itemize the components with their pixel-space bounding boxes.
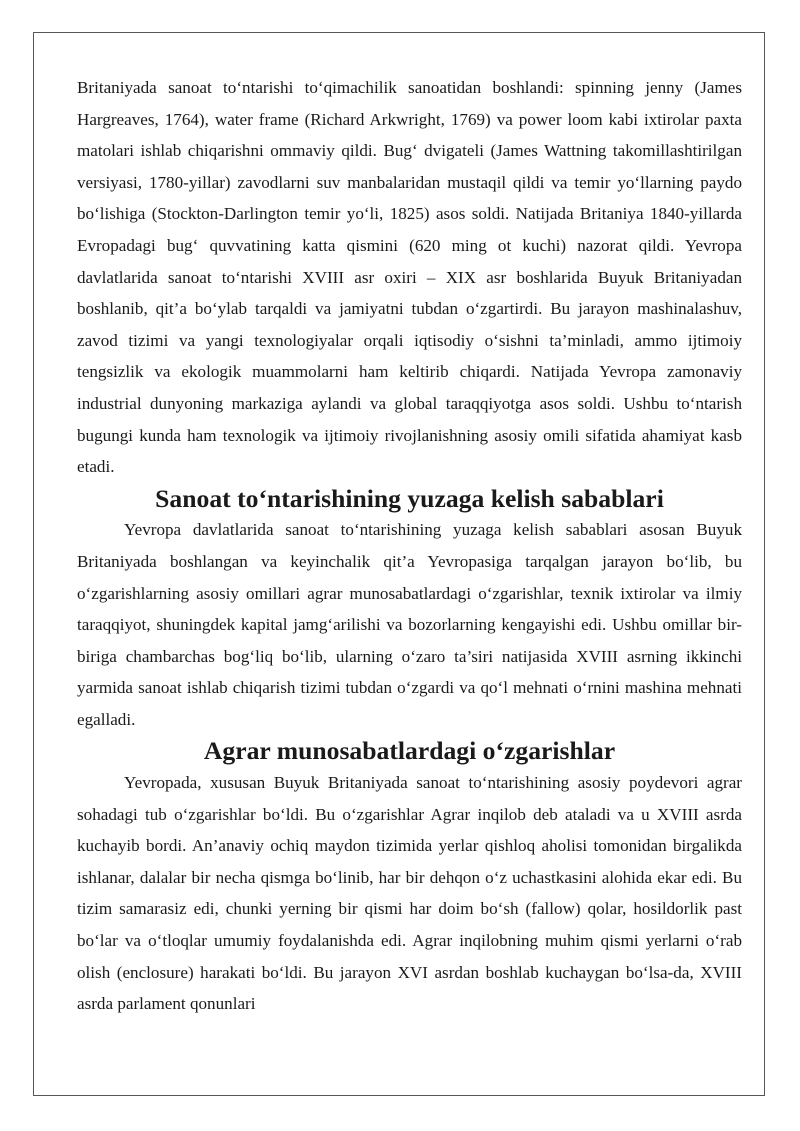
section-heading-causes: Sanoat to‘ntarishining yuzaga kelish sabablari [155,483,664,513]
paragraph-causes: Yevropa davlatlarida sanoat to‘ntarishining yuzaga kelish sabablari asosan Buyuk Britaniyada boshlangan va keyinchalik qit’a Yevropasiga tarqalgan jarayon bo‘lib, bu o‘zgarishlarning asosiy omillari agrar munosabatlardagi o‘zgarishlar, texnik ixtirolar va ilmiy taraqqiyot, shuningdek kapital jamg‘arilishi va bozorlarning kengayishi edi. Ushbu omillar bir-biriga chambarchas bog‘liq bo‘lib, ularning o‘zaro ta’siri natijasida XVIII asrning ikkinchi yarmida sanoat ishlab chiqarish tizimi tubdan o‘zgardi va qo‘l mehnati o‘rnini mashina mehnati egalladi. [77,520,742,729]
paragraph-agrarian: Yevropada, xususan Buyuk Britaniyada sanoat to‘ntarishining asosiy poydevori agrar sohadagi tub o‘zgarishlar bo‘ldi. Bu o‘zgarishlar Agrar inqilob deb ataladi va u XVIII asrda kuchayib bordi. An’anaviy ochiq maydon tizimida yerlar qishloq aholisi tomonidan birgalikda ishlanar, dalalar bir necha qismga bo‘linib, har bir dehqon o‘z uchastkasini alohida ekar edi. Bu tizim samarasiz edi, chunki yerning bir qismi har doim bo‘sh (fallow) qolar, hosildorlik past bo‘lar va o‘tloqlar umumiy foydalanishda edi. Agrar inqilobning muhim qismi yerlarni o‘rab olish (enclosure) harakati bo‘ldi. Bu jarayon XVI asrdan boshlab kuchaygan bo‘lsa-da, XVIII asrda parlament qonunlari [77,773,742,1014]
document-body [77,72,742,1020]
paragraph-intro: Britaniyada sanoat to‘ntarishi to‘qimachilik sanoatidan boshlandi: spinning jenny (James Hargreaves, 1764), water frame (Richard Arkwright, 1769) va power loom kabi ixtirolar paxta matolari ishlab chiqarishni ommaviy qildi. Bug‘ dvigateli (James Wattning takomillashtirilgan versiyasi, 1780-yillar) zavodlarni suv manbalaridan mustaqil qildi va temir yo‘llarning paydo bo‘lishiga (Stockton-Darlington temir yo‘li, 1825) asos soldi. Natijada Britaniya 1840-yillarda Evropadagi bug‘ quvvatining katta qismini (620 ming ot kuchi) nazorat qildi. Yevropa davlatlarida sanoat to‘ntarishi XVIII asr oxiri – XIX asr boshlarida Buyuk Britaniyadan boshlanib, qit’a bo‘ylab tarqaldi va jamiyatni tubdan o‘zgartirdi. Bu jarayon mashinalashuv, zavod tizimi va yangi texnologiyalar orqali iqtisodiy o‘sishni ta’minladi, ammo ijtimoiy tengsizlik va ekologik muammolarni ham keltirib chiqardi. Natijada Yevropa zamonaviy industrial dunyoning markaziga aylandi va global taraqqiyotga asos soldi. Ushbu to‘ntarish bugungi kunda ham texnologik va ijtimoiy rivojlanishning asosiy omili sifatida ahamiyat kasb etadi. [77,78,742,477]
section-heading-agrarian: Agrar munosabatlardagi o‘zgarishlar [203,736,616,766]
